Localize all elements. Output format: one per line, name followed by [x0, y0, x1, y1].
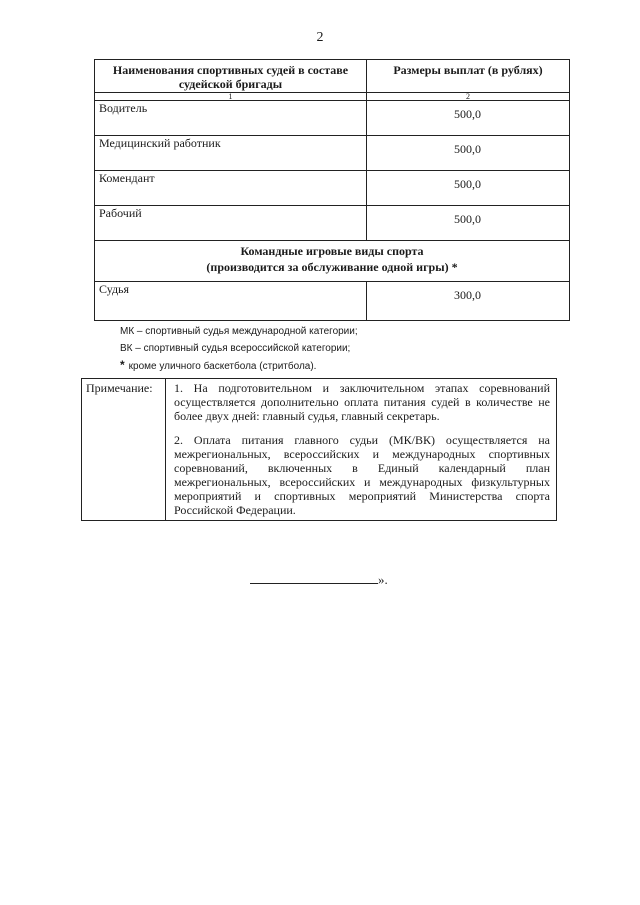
closing-line: [250, 572, 388, 588]
signature-line: [250, 573, 378, 584]
header-payment-size: Размеры выплат (в рублях): [367, 60, 570, 93]
payment-amount: 500,0: [367, 101, 570, 136]
payment-amount: 500,0: [367, 206, 570, 241]
table-header-row: [95, 60, 570, 93]
note-asterisk: [120, 357, 358, 375]
role-name: Судья: [95, 282, 367, 321]
role-name: Комендант: [95, 171, 367, 206]
column-number: 2: [367, 93, 570, 101]
page-number: 2: [316, 30, 324, 45]
closing-quote: ».: [378, 572, 388, 587]
payment-amount: 300,0: [367, 282, 570, 321]
table-row: [95, 136, 570, 171]
role-name: Рабочий: [95, 206, 367, 241]
table-row: [95, 282, 570, 321]
asterisk-text: кроме уличного баскетбола (стритбола).: [128, 361, 317, 372]
section-header: [95, 241, 570, 282]
payment-amount: 500,0: [367, 136, 570, 171]
note-vk: ВК – спортивный судья всероссийской категории;: [120, 343, 351, 354]
asterisk-symbol: *: [120, 358, 125, 372]
remark-label: Примечание:: [82, 379, 166, 520]
table-row: [95, 101, 570, 136]
table-row: [95, 171, 570, 206]
column-number: 1: [95, 93, 367, 101]
section-header-row: [95, 241, 570, 282]
remark-body: [166, 379, 556, 527]
remark-item-1: 1. На подготовительном и заключительном этапах соревнований осуществляется дополнительно оплата питания судей в количестве не более двух дней: главный судья, главный секретарь.: [174, 381, 550, 423]
remark-item-2: 2. Оплата питания главного судьи (МК/ВК) осуществляется на межрегиональных, всероссийских и международных спортивных соревнований, включенных в Единый календарный план межрегиональных, всероссийских и международных физкультурных мероприятий и спортивных мероприятий Министерства спорта Российской Федерации.: [174, 433, 550, 517]
header-judge-names: Наименования спортивных судей в составе судейской бригады: [95, 60, 367, 93]
role-name: Водитель: [95, 101, 367, 136]
role-name: Медицинский работник: [95, 136, 367, 171]
abbreviation-notes: [120, 323, 358, 375]
payment-amount: 500,0: [367, 171, 570, 206]
column-number-row: [95, 93, 570, 101]
section-subtitle: (производится за обслуживание одной игры) *: [206, 260, 458, 274]
note-mk: МК – спортивный судья международной категории;: [120, 326, 358, 337]
remark-box: [81, 378, 557, 521]
table-row: [95, 206, 570, 241]
section-title: Командные игровые виды спорта: [240, 244, 424, 258]
payments-table: [94, 59, 570, 321]
